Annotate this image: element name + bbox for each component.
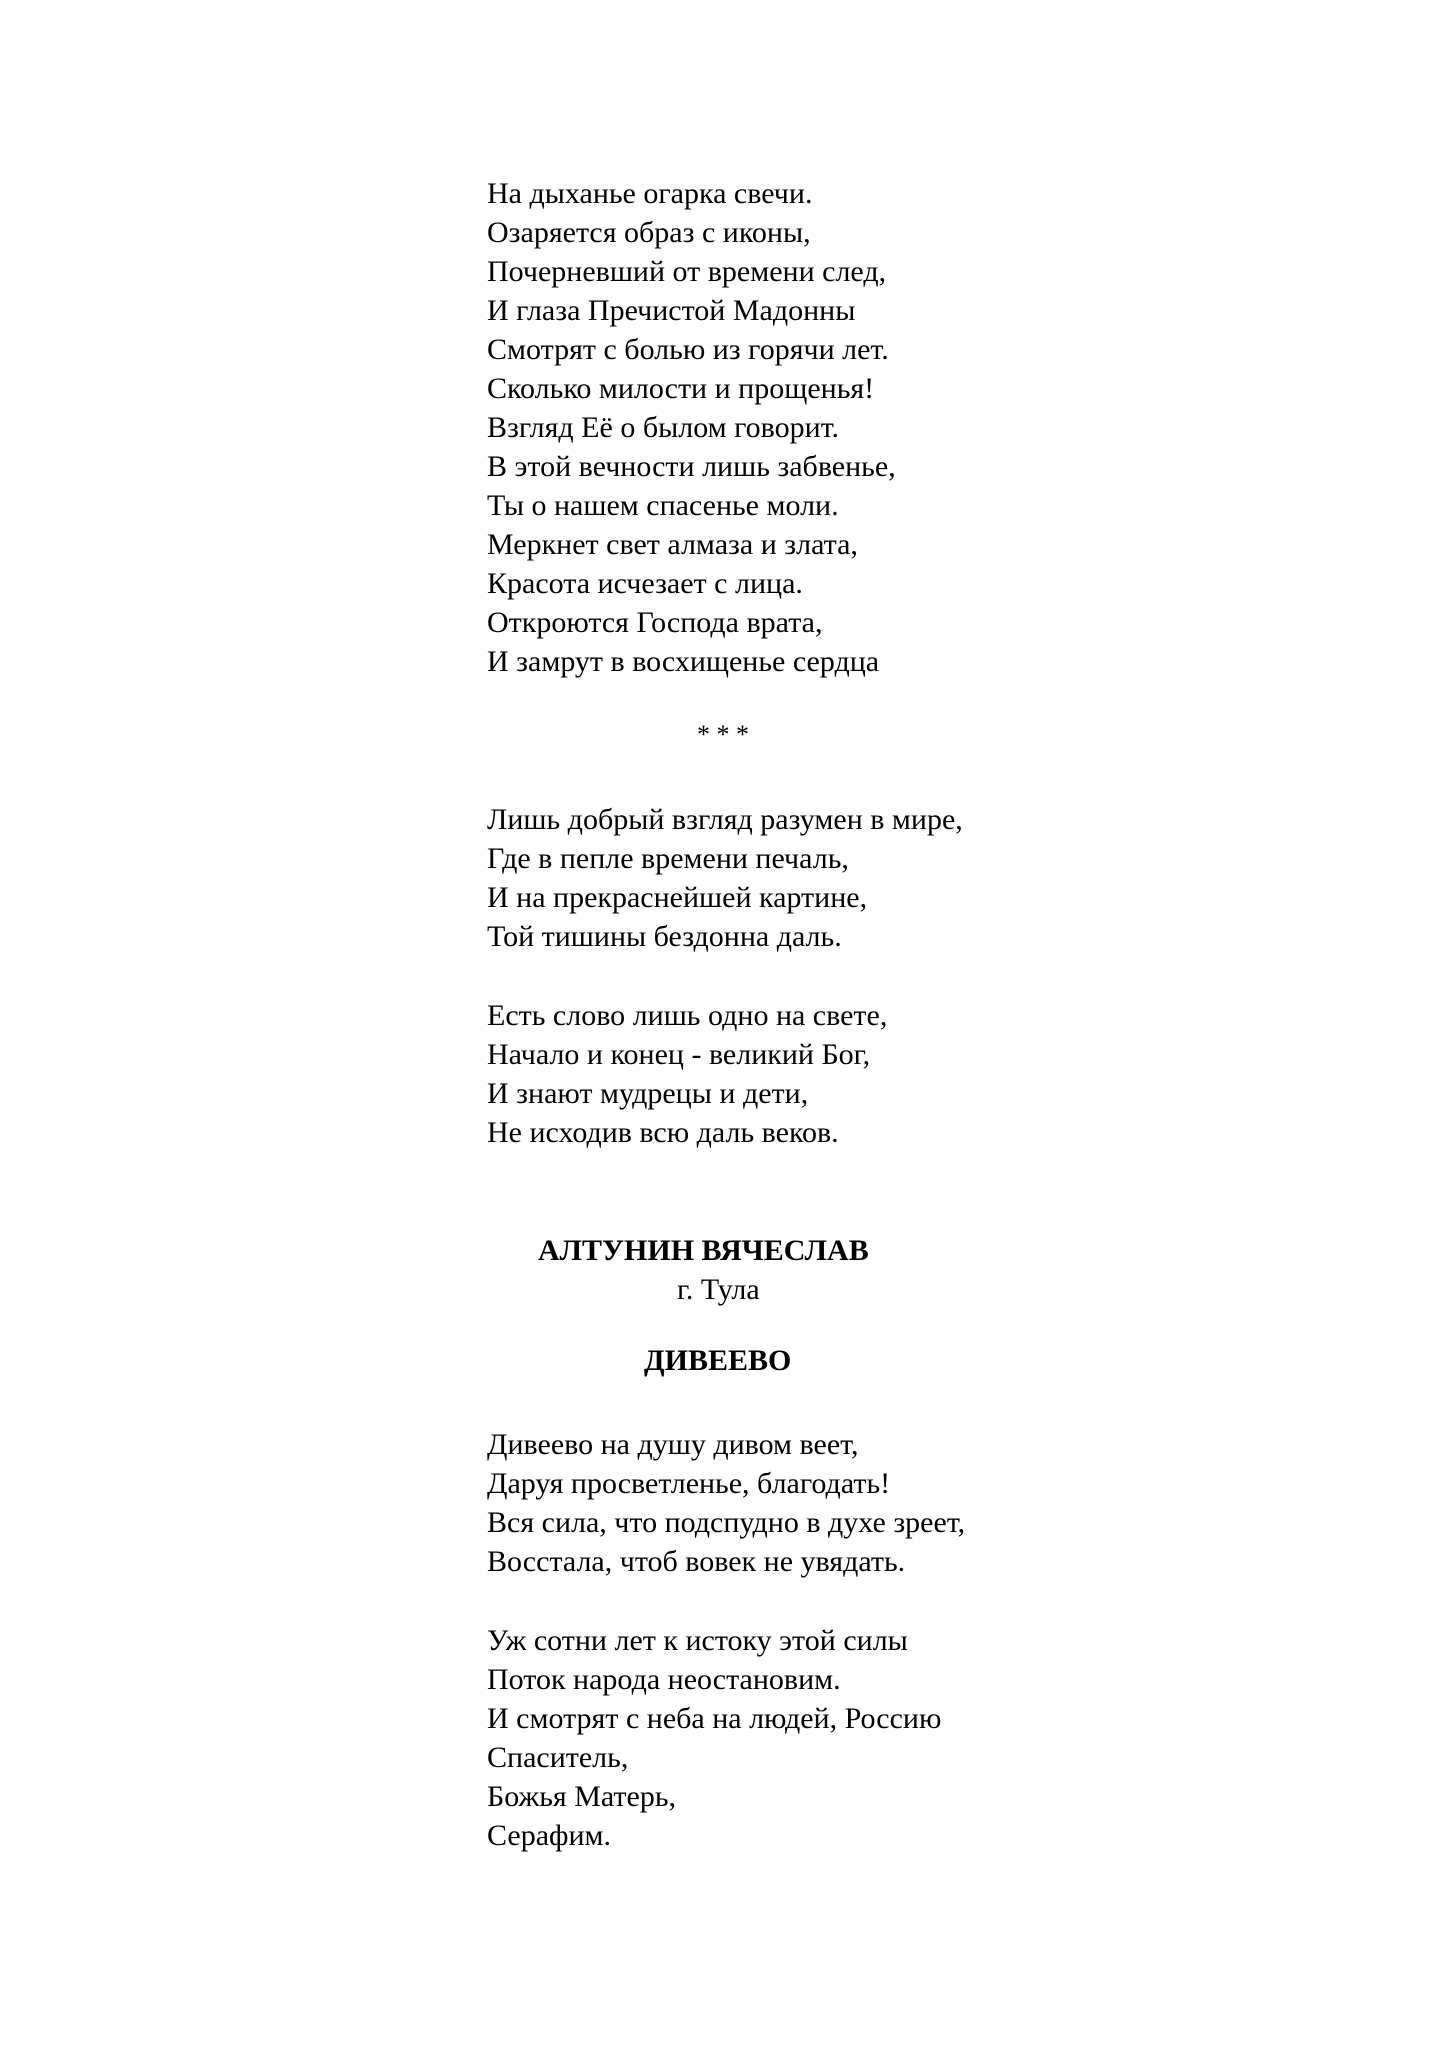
- poem-line: На дыханье огарка свечи.: [487, 177, 813, 210]
- poem-title: ДИВЕЕВО: [644, 1344, 792, 1377]
- poem-line: Уж сотни лет к истоку этой силы: [487, 1624, 908, 1657]
- poem-line: Поток народа неостановим.: [487, 1663, 841, 1696]
- poem-line: В этой вечности лишь забвенье,: [487, 450, 896, 483]
- poem-line: Той тишины бездонна даль.: [487, 920, 842, 953]
- poem-line: И глаза Пречистой Мадонны: [487, 294, 856, 327]
- poem-line: Не исходив всю даль веков.: [487, 1116, 839, 1149]
- poem-line: Где в пепле времени печаль,: [487, 842, 849, 875]
- poem-line: Есть слово лишь одно на свете,: [487, 999, 888, 1032]
- poem-line: Ты о нашем спасенье моли.: [487, 489, 839, 522]
- poem-line: Лишь добрый взгляд разумен в мире,: [487, 803, 963, 836]
- poem-line: Меркнет свет алмаза и злата,: [487, 528, 858, 561]
- poem-line: Восстала, чтоб вовек не увядать.: [487, 1545, 906, 1578]
- poem-line: Вся сила, что подспудно в духе зреет,: [487, 1506, 966, 1539]
- poem-line: Озаряется образ с иконы,: [487, 216, 811, 249]
- poem-line: И знают мудрецы и дети,: [487, 1077, 809, 1110]
- poem-line: И смотрят с неба на людей, Россию: [487, 1702, 942, 1735]
- author-name: АЛТУНИН ВЯЧЕСЛАВ: [538, 1234, 869, 1267]
- section-separator: * * *: [697, 720, 749, 749]
- poem-line: Почерневший от времени след,: [487, 255, 887, 288]
- poem-line: Начало и конец - великий Бог,: [487, 1038, 871, 1071]
- author-city: г. Тула: [677, 1273, 760, 1306]
- poem-line: Божья Матерь,: [487, 1780, 677, 1813]
- poem-line: Спаситель,: [487, 1741, 629, 1774]
- poem-line: Смотрят с болью из горячи лет.: [487, 333, 889, 366]
- poem-line: И на прекраснейшей картине,: [487, 881, 868, 914]
- poem-line: И замрут в восхищенье сердца: [487, 645, 880, 678]
- poem-line: Красота исчезает с лица.: [487, 567, 803, 600]
- poem-line: Сколько милости и прощенья!: [487, 372, 875, 405]
- poem-line: Даруя просветленье, благодать!: [487, 1467, 891, 1500]
- poem-line: Серафим.: [487, 1819, 611, 1852]
- poem-line: Дивеево на душу дивом веет,: [487, 1428, 859, 1461]
- poem-line: Взгляд Её о былом говорит.: [487, 411, 840, 444]
- poem-line: Откроются Господа врата,: [487, 606, 823, 639]
